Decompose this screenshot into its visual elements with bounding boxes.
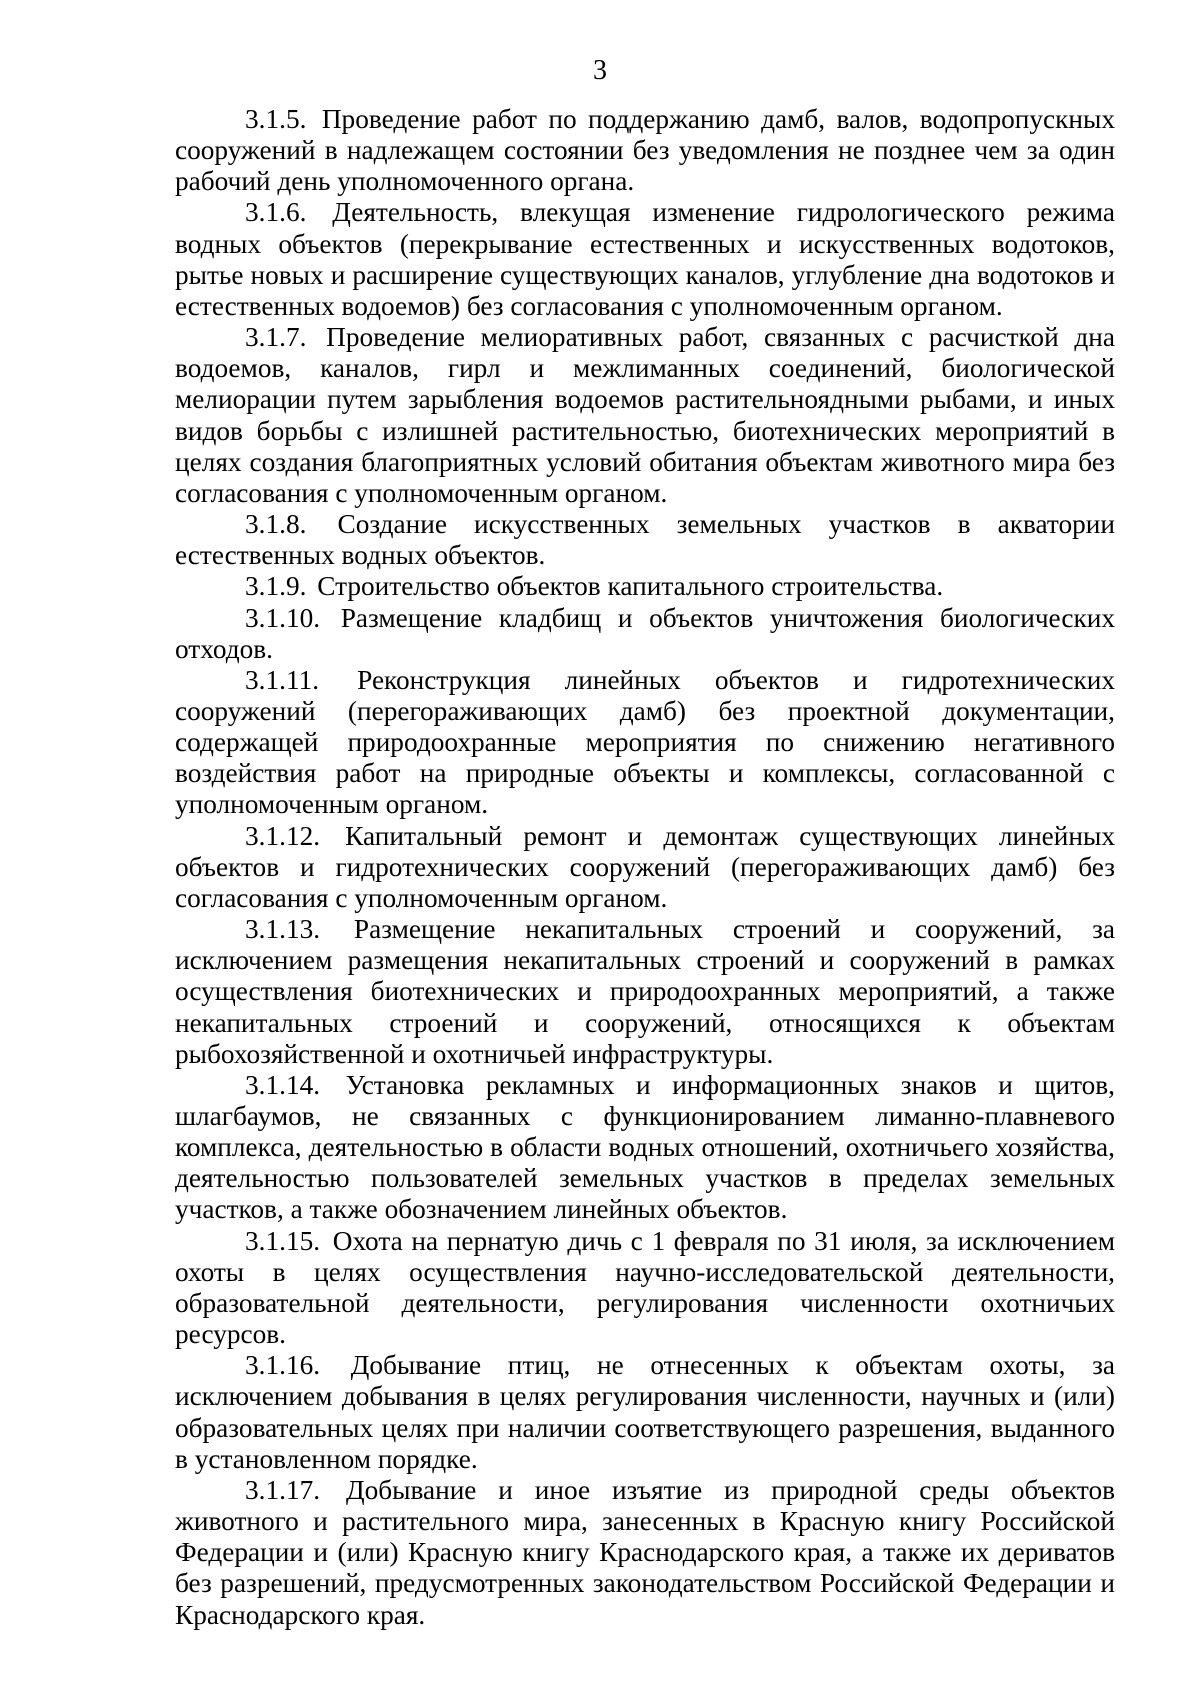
paragraph-text: Охота на пернатую дичь с 1 февраля по 31 июля, за исключением охоты в целях осуществления научно-исследовательской деятельности, образовательной деятельности, регулирования численности охотничьих ресурсов. [175, 1225, 1116, 1350]
paragraph-text: Капитальный ремонт и демонтаж существующих линейных объектов и гидротехнических сооружений (перегораживающих дамб) без согласования с уполномоченным органом. [175, 820, 1115, 913]
paragraph-text: Установка рекламных и информационных знаков и щитов, шлагбаумов, не связанных с функционированием лиманно-плавневого комплекса, деятельностью в области водных отношений, охотничьего хозяйства, деятельностью пользователей земельных участков в пределах земельных участков, а также обозначением линейных объектов. [175, 1069, 1116, 1225]
paragraph-number: 3.1.7. [245, 322, 307, 353]
paragraph-text: Проведение работ по поддержанию дамб, валов, водопропускных сооружений в надлежащем состоянии без уведомления не позднее чем за один рабочий день уполномоченного органа. [175, 104, 1115, 197]
paragraph-3-1-17 [175, 1475, 1115, 1631]
paragraph-number: 3.1.8. [245, 509, 307, 540]
paragraph-number: 3.1.9. [245, 571, 307, 602]
paragraph-number: 3.1.15. [245, 1225, 321, 1256]
paragraph-number: 3.1.5. [245, 104, 307, 134]
paragraph-3-1-8 [175, 509, 1115, 571]
paragraph-3-1-7 [175, 322, 1115, 509]
paragraph-3-1-15 [175, 1226, 1115, 1351]
paragraph-text: Строительство объектов капитального строительства. [317, 571, 944, 602]
paragraph-3-1-11 [175, 665, 1115, 821]
paragraph-text: Реконструкция линейных объектов и гидротехнических сооружений (перегораживающих дамб) без проектной документации, содержащей природоохранные мероприятия по снижению негативного воздействия работ на природные объекты и комплексы, согласованной с уполномоченным органом. [175, 664, 1115, 820]
paragraph-text: Деятельность, влекущая изменение гидрологического режима водных объектов (перекрывание естественных и искусственных водотоков, рытье новых и расширение существующих каналов, углубление дна водотоков и естественных водоемов) без согласования с уполномоченным органом. [175, 197, 1116, 321]
paragraph-number: 3.1.12. [245, 820, 321, 851]
paragraph-3-1-9 [175, 571, 1115, 602]
paragraph-number: 3.1.16. [245, 1350, 321, 1381]
paragraph-3-1-5 [175, 104, 1115, 197]
paragraph-3-1-6 [175, 197, 1115, 322]
paragraph-number: 3.1.6. [245, 197, 307, 228]
paragraph-number: 3.1.14. [245, 1069, 321, 1100]
paragraph-3-1-12 [175, 821, 1115, 914]
paragraph-text: Добывание птиц, не отнесенных к объектам охоты, за исключением добывания в целях регулирования численности, научных и (или) образовательных целях при наличии соответствующего разрешения, выданного в установленном порядке. [175, 1350, 1115, 1474]
paragraph-3-1-16 [175, 1350, 1115, 1475]
paragraph-number: 3.1.11. [245, 664, 320, 695]
paragraph-3-1-10 [175, 603, 1115, 665]
paragraph-3-1-14 [175, 1070, 1115, 1226]
paragraph-number: 3.1.10. [245, 602, 321, 633]
paragraph-text: Создание искусственных земельных участков в акватории естественных водных объектов. [175, 509, 1115, 571]
paragraph-text: Размещение некапитальных строений и сооружений, за исключением размещения некапитальных строений и сооружений в рамках осуществления биотехнических и природоохранных мероприятий, а также некапитальных строений и сооружений, относящихся к объектам рыбохозяйственной и охотничьей инфраструктуры. [175, 914, 1115, 1069]
document-body [175, 104, 1115, 1631]
page-number: 3 [593, 55, 607, 86]
paragraph-text: Размещение кладбищ и объектов уничтожения биологических отходов. [175, 602, 1115, 664]
paragraph-text: Проведение мелиоративных работ, связанных с расчисткой дна водоемов, каналов, гирл и межлиманных соединений, биологической мелиорации путем зарыбления водоемов растительноядными рыбами, и иных видов борьбы с излишней растительностью, биотехнических мероприятий в целях создания благоприятных условий обитания объектам животного мира без согласования с уполномоченным органом. [175, 322, 1115, 508]
paragraph-text: Добывание и иное изъятие из природной среды объектов животного и растительного мира, занесенных в Красную книгу Российской Федерации и (или) Красную книгу Краснодарского края, а также их дериватов без разрешений, предусмотренных законодательством Российской Федерации и Краснодарского края. [175, 1474, 1116, 1630]
paragraph-number: 3.1.17. [245, 1474, 321, 1505]
paragraph-number: 3.1.13. [245, 914, 321, 945]
paragraph-3-1-13 [175, 914, 1115, 1070]
